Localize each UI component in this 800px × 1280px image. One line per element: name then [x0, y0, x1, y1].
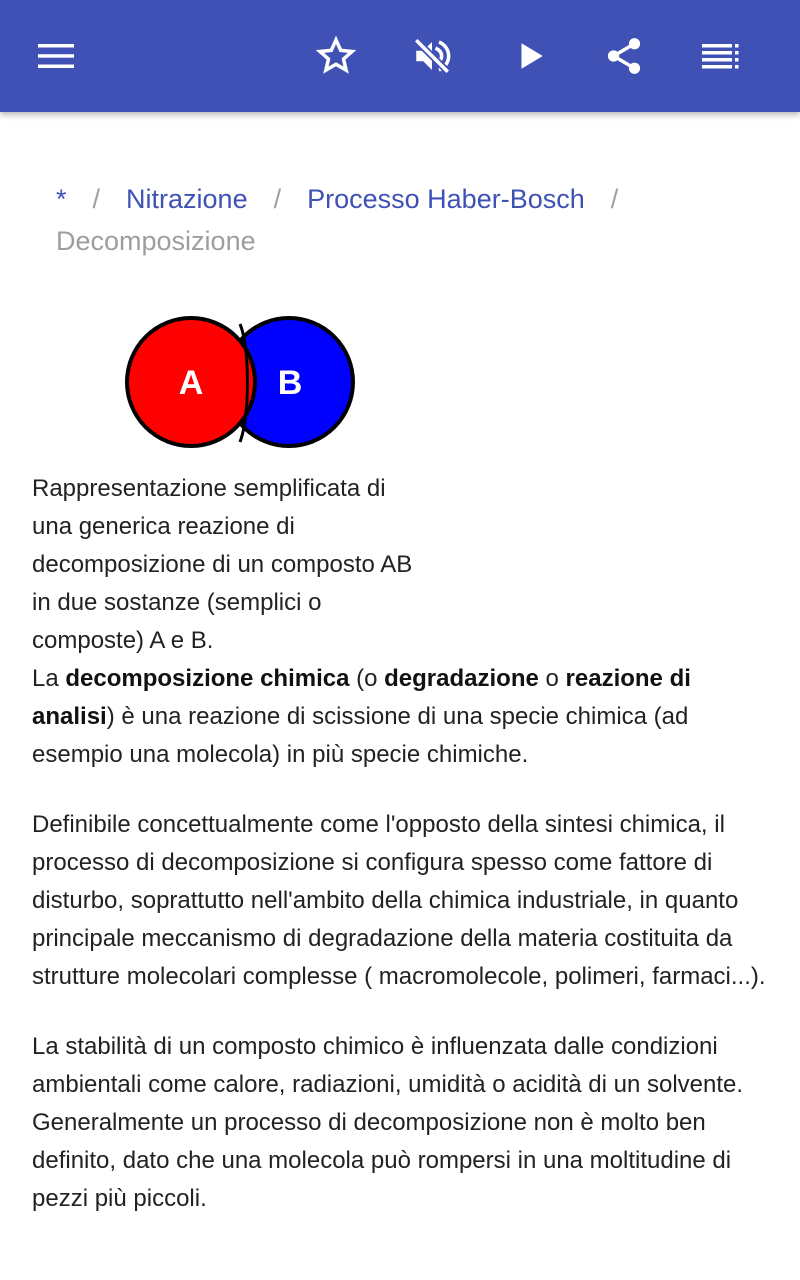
decomposition-diagram[interactable] — [122, 308, 358, 456]
app-toolbar — [0, 0, 800, 112]
figure-caption: Rappresentazione semplificata di una generica reazione di decomposizione di un composto AB in due sostanze (semplici o composte) A e B. — [32, 475, 413, 654]
term-reazione-di-analisi: reazione di analisi — [32, 665, 691, 730]
table-of-contents-button[interactable] — [688, 24, 752, 88]
paragraph-stability: La stabilità di un composto chimico è influenzata dalle condizioni ambientali come calore, radiazioni, umidità o acidità di un solvente. Generalmente un processo di decomposizione non è molto ben definito, dato che una molecola può rompersi in una moltitudine di pezzi più piccoli. — [32, 1033, 744, 1212]
term-degradazione: degradazione — [384, 665, 539, 692]
breadcrumb-current: Decomposizione — [56, 226, 256, 256]
volume-off-icon — [411, 35, 453, 77]
favorite-button[interactable] — [304, 24, 368, 88]
play-icon — [513, 39, 547, 73]
share-icon — [603, 35, 645, 77]
breadcrumb-nitrazione-link[interactable]: Nitrazione — [126, 184, 248, 214]
atom-a-label: A — [178, 364, 204, 402]
term-decomposizione-chimica: decomposizione chimica — [65, 665, 350, 692]
star-outline-icon — [315, 35, 357, 77]
breadcrumb-separator: / — [610, 184, 619, 214]
mute-button[interactable] — [400, 24, 464, 88]
breadcrumb-separator: / — [273, 184, 282, 214]
breadcrumb-separator: / — [92, 184, 101, 214]
article-body — [32, 660, 772, 1250]
menu-icon — [36, 41, 76, 71]
menu-button[interactable] — [24, 24, 88, 88]
play-button[interactable] — [498, 24, 562, 88]
atom-b-label: B — [277, 364, 303, 402]
breadcrumb-home-link[interactable]: * — [56, 184, 67, 214]
share-button[interactable] — [592, 24, 656, 88]
list-icon — [700, 41, 740, 71]
breadcrumb-haber-bosch-link[interactable]: Processo Haber-Bosch — [307, 184, 585, 214]
paragraph-intro: La decomposizione chimica (o degradazione o reazione di analisi) è una reazione di scissione di una specie chimica (ad esempio una molecola) in più specie chimiche. — [32, 665, 691, 768]
breadcrumb — [56, 178, 756, 262]
paragraph-definition: Definibile concettualmente come l'opposto della sintesi chimica, il processo di decomposizione si configura spesso come fattore di disturbo, soprattutto nell'ambito della chimica industriale, in quanto principale meccanismo di degradazione della materia costituita da strutture molecolari complesse ( macromolecole, polimeri, farmaci...). — [32, 811, 766, 990]
